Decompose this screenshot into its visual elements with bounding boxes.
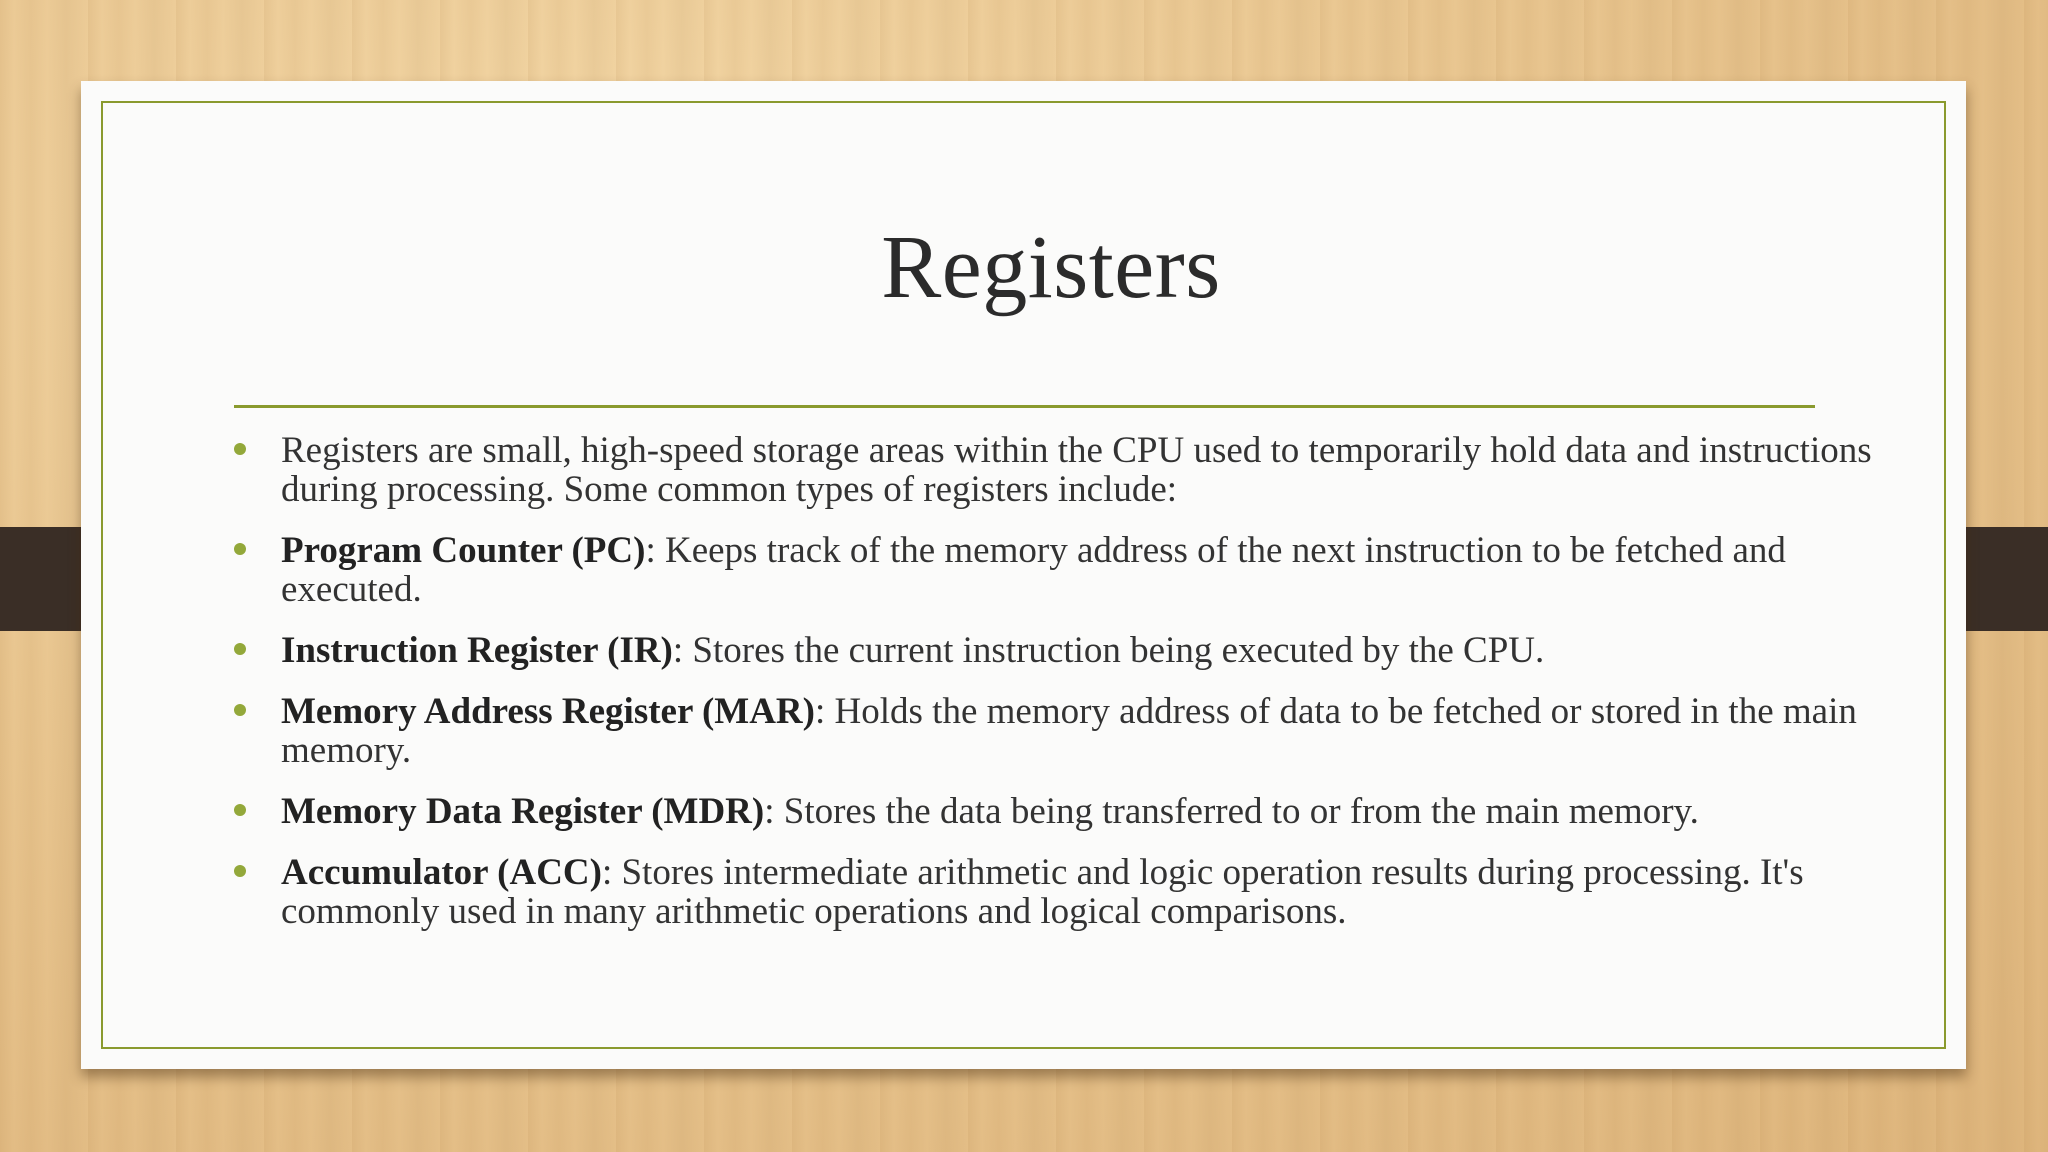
bullet-item	[234, 853, 1874, 931]
bullet-item	[234, 431, 1874, 509]
bullet-icon	[234, 804, 246, 816]
bullet-icon	[234, 865, 246, 877]
bullet-item	[234, 631, 1874, 670]
bullet-text: Stores the current instruction being executed by the CPU.	[683, 630, 1545, 671]
title-divider	[234, 405, 1815, 408]
bullet-separator: :	[645, 530, 656, 571]
bullet-list	[234, 431, 1874, 953]
bullet-icon	[234, 643, 246, 655]
bullet-text: Holds the memory address of data to be fetched or stored in the main memory.	[281, 691, 1857, 771]
bullet-term: Instruction Register (IR)	[281, 630, 673, 671]
bullet-term: Memory Address Register (MAR)	[281, 691, 815, 732]
bullet-separator: :	[814, 691, 826, 732]
bullet-icon	[234, 543, 246, 555]
bullet-item	[234, 531, 1874, 609]
bullet-separator: :	[764, 791, 775, 832]
bullet-item	[234, 792, 1874, 831]
bullet-icon	[234, 704, 246, 716]
bullet-text: Stores intermediate arithmetic and logic operation results during processing. It's commonly used in many arithmetic operations and logical comparisons.	[281, 852, 1804, 932]
bullet-term: Program Counter (PC)	[281, 530, 646, 571]
slide-card	[81, 81, 1966, 1069]
bullet-text: Stores the data being transferred to or from the main memory.	[774, 791, 1699, 832]
bullet-item	[234, 692, 1874, 770]
bullet-icon	[234, 443, 246, 455]
bullet-separator: :	[601, 852, 613, 893]
bullet-term: Memory Data Register (MDR)	[281, 791, 765, 832]
bullet-separator: :	[672, 630, 684, 671]
bullet-term: Accumulator (ACC)	[281, 852, 602, 893]
slide-title: Registers	[881, 218, 1221, 317]
bullet-text: Registers are small, high-speed storage areas within the CPU used to temporarily hold data and instructions during processing. Some common types of registers include:	[281, 430, 1872, 510]
bullet-text: Keeps track of the memory address of the next instruction to be fetched and executed.	[281, 530, 1786, 610]
